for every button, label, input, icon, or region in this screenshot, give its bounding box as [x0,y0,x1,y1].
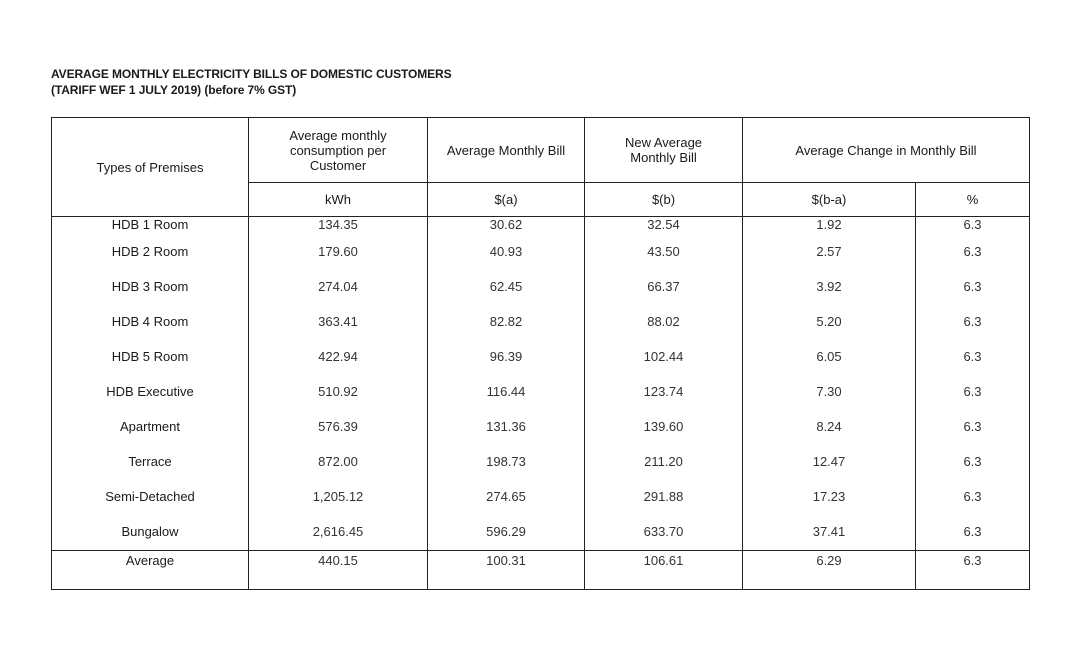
table-row [52,480,1030,515]
premise-cell: Apartment [52,410,249,445]
kwh-cell: 363.41 [249,305,428,340]
header-average-monthly-bill: Average Monthly Bill [428,118,585,183]
kwh-cell: 872.00 [249,445,428,480]
table-row [52,235,1030,270]
change-ba-cell: 1.92 [743,217,916,236]
average-kwh-cell: 440.15 [249,551,428,590]
subheader-b: $(b) [585,183,743,217]
bill-a-cell: 62.45 [428,270,585,305]
bill-a-cell: 40.93 [428,235,585,270]
kwh-cell: 510.92 [249,375,428,410]
table-row [52,270,1030,305]
change-ba-cell: 2.57 [743,235,916,270]
bill-a-cell: 82.82 [428,305,585,340]
table-row [52,375,1030,410]
kwh-cell: 179.60 [249,235,428,270]
bill-a-cell: 131.36 [428,410,585,445]
premise-cell: HDB 5 Room [52,340,249,375]
table-row [52,515,1030,551]
premise-cell: HDB 3 Room [52,270,249,305]
header-types-of-premises: Types of Premises [52,118,249,217]
header-average-change: Average Change in Monthly Bill [743,118,1030,183]
bill-b-cell: 211.20 [585,445,743,480]
table-row [52,340,1030,375]
bill-b-cell: 102.44 [585,340,743,375]
premise-cell: HDB 1 Room [52,217,249,236]
average-row [52,551,1030,590]
change-pct-cell: 6.3 [916,410,1030,445]
table-row [52,217,1030,236]
change-pct-cell: 6.3 [916,217,1030,236]
bill-a-cell: 274.65 [428,480,585,515]
change-ba-cell: 6.05 [743,340,916,375]
change-pct-cell: 6.3 [916,375,1030,410]
bill-b-cell: 633.70 [585,515,743,551]
bill-b-cell: 88.02 [585,305,743,340]
kwh-cell: 1,205.12 [249,480,428,515]
header-new-average-monthly-bill: New Average Monthly Bill [585,118,743,183]
change-pct-cell: 6.3 [916,305,1030,340]
premise-cell: Bungalow [52,515,249,551]
kwh-cell: 576.39 [249,410,428,445]
premise-cell: Terrace [52,445,249,480]
change-pct-cell: 6.3 [916,445,1030,480]
average-label-cell: Average [52,551,249,590]
premise-cell: HDB 2 Room [52,235,249,270]
subheader-kwh: kWh [249,183,428,217]
bill-b-cell: 123.74 [585,375,743,410]
change-ba-cell: 5.20 [743,305,916,340]
change-ba-cell: 12.47 [743,445,916,480]
title-line-1: AVERAGE MONTHLY ELECTRICITY BILLS OF DOMESTIC CUSTOMERS [51,67,452,81]
table-row [52,305,1030,340]
change-pct-cell: 6.3 [916,340,1030,375]
average-change-pct-cell: 6.3 [916,551,1030,590]
kwh-cell: 274.04 [249,270,428,305]
bill-b-cell: 32.54 [585,217,743,236]
premise-cell: HDB 4 Room [52,305,249,340]
change-pct-cell: 6.3 [916,515,1030,551]
bill-b-cell: 66.37 [585,270,743,305]
change-ba-cell: 37.41 [743,515,916,551]
bill-a-cell: 96.39 [428,340,585,375]
change-ba-cell: 17.23 [743,480,916,515]
subheader-a: $(a) [428,183,585,217]
average-change-ba-cell: 6.29 [743,551,916,590]
table-row [52,445,1030,480]
header-consumption: Average monthly consumption per Customer [249,118,428,183]
title-line-2: (TARIFF WEF 1 JULY 2019) (before 7% GST) [51,83,297,97]
average-bill-a-cell: 100.31 [428,551,585,590]
premise-cell: Semi-Detached [52,480,249,515]
change-pct-cell: 6.3 [916,480,1030,515]
electricity-bills-table [51,117,1030,590]
bill-a-cell: 596.29 [428,515,585,551]
kwh-cell: 134.35 [249,217,428,236]
table-row [52,410,1030,445]
kwh-cell: 2,616.45 [249,515,428,551]
change-pct-cell: 6.3 [916,270,1030,305]
bill-a-cell: 116.44 [428,375,585,410]
change-pct-cell: 6.3 [916,235,1030,270]
bill-b-cell: 291.88 [585,480,743,515]
change-ba-cell: 8.24 [743,410,916,445]
bill-b-cell: 43.50 [585,235,743,270]
subheader-percent: % [916,183,1030,217]
bill-b-cell: 139.60 [585,410,743,445]
subheader-b-minus-a: $(b-a) [743,183,916,217]
bill-a-cell: 30.62 [428,217,585,236]
document-title [51,66,452,98]
kwh-cell: 422.94 [249,340,428,375]
average-bill-b-cell: 106.61 [585,551,743,590]
change-ba-cell: 7.30 [743,375,916,410]
change-ba-cell: 3.92 [743,270,916,305]
bill-a-cell: 198.73 [428,445,585,480]
premise-cell: HDB Executive [52,375,249,410]
